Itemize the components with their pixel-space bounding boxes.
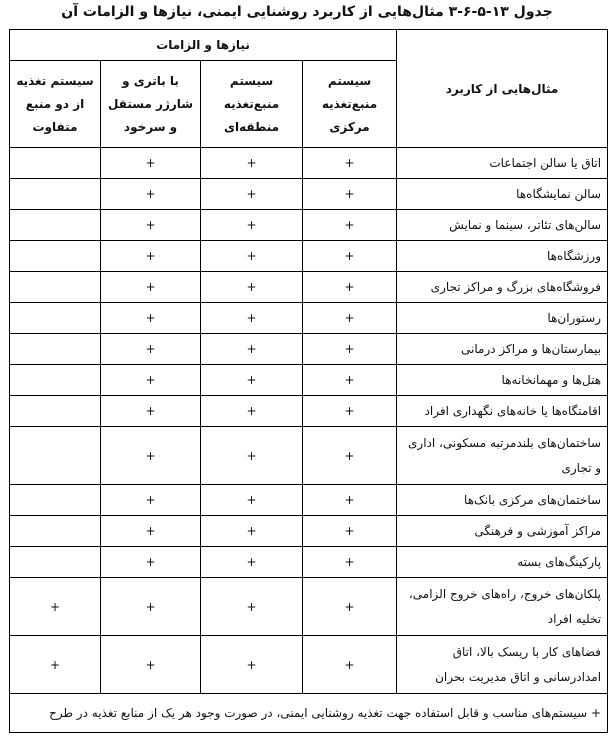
requirement-mark-cell: + — [303, 334, 397, 365]
requirement-mark-cell: + — [101, 334, 201, 365]
requirement-mark-cell: + — [303, 241, 397, 272]
requirement-mark-cell: + — [303, 427, 397, 485]
use-case-cell: فروشگاه‌های بزرگ و مراکز تجاری — [397, 272, 608, 303]
table-row — [10, 365, 608, 396]
requirement-mark-cell: + — [303, 272, 397, 303]
requirement-mark-cell: + — [10, 578, 101, 636]
requirement-mark-cell — [10, 485, 101, 516]
use-case-cell: بیمارستان‌ها و مراکز درمانی — [397, 334, 608, 365]
table-row — [10, 179, 608, 210]
requirement-mark-cell: + — [303, 210, 397, 241]
requirement-mark-cell — [10, 547, 101, 578]
requirement-mark-cell: + — [201, 516, 303, 547]
use-column-header: مثال‌هایی از کاربرد — [397, 30, 608, 148]
use-case-cell: اتاق یا سالن اجتماعات — [397, 148, 608, 179]
requirement-mark-cell: + — [201, 578, 303, 636]
use-case-cell: ساختمان‌های بلندمرتبه مسکونی، اداری و تجاری — [397, 427, 608, 485]
requirement-mark-cell: + — [10, 636, 101, 694]
table-row — [10, 272, 608, 303]
table-row — [10, 636, 608, 694]
requirement-mark-cell: + — [303, 148, 397, 179]
requirement-mark-cell — [10, 396, 101, 427]
requirement-mark-cell: + — [101, 547, 201, 578]
requirement-mark-cell: + — [101, 210, 201, 241]
table-row — [10, 241, 608, 272]
table-row — [10, 148, 608, 179]
requirement-mark-cell: + — [201, 303, 303, 334]
requirement-mark-cell: + — [303, 636, 397, 694]
requirement-mark-cell: + — [201, 241, 303, 272]
requirement-mark-cell: + — [101, 578, 201, 636]
requirement-mark-cell: + — [201, 365, 303, 396]
use-case-cell: مراکز آموزشی و فرهنگی — [397, 516, 608, 547]
use-case-cell: ورزشگاه‌ها — [397, 241, 608, 272]
requirement-mark-cell: + — [201, 427, 303, 485]
requirement-mark-cell: + — [303, 485, 397, 516]
requirement-mark-cell: + — [101, 365, 201, 396]
requirement-mark-cell: + — [201, 179, 303, 210]
requirement-mark-cell — [10, 334, 101, 365]
requirement-mark-cell: + — [303, 365, 397, 396]
use-case-cell: رستوران‌ها — [397, 303, 608, 334]
requirement-mark-cell: + — [201, 485, 303, 516]
table-row — [10, 303, 608, 334]
use-case-cell: ساختمان‌های مرکزی بانک‌ها — [397, 485, 608, 516]
requirement-mark-cell: + — [201, 396, 303, 427]
requirement-mark-cell: + — [101, 241, 201, 272]
requirement-mark-cell: + — [101, 427, 201, 485]
table-row — [10, 210, 608, 241]
requirement-mark-cell: + — [101, 636, 201, 694]
requirement-mark-cell: + — [201, 148, 303, 179]
use-case-cell: هتل‌ها و مهمانخانه‌ها — [397, 365, 608, 396]
use-case-cell: اقامتگاه‌ها یا خانه‌های نگهداری افراد — [397, 396, 608, 427]
column-header-dual-source: سیستم تغذیه از دو منبع متفاوت — [10, 61, 101, 148]
requirement-mark-cell — [10, 427, 101, 485]
use-case-cell: پارکینگ‌های بسته — [397, 547, 608, 578]
requirement-mark-cell: + — [101, 179, 201, 210]
requirement-mark-cell: + — [101, 303, 201, 334]
requirement-mark-cell: + — [303, 179, 397, 210]
requirement-mark-cell — [10, 148, 101, 179]
requirement-mark-cell: + — [303, 578, 397, 636]
requirement-mark-cell: + — [201, 334, 303, 365]
table-row — [10, 485, 608, 516]
requirement-mark-cell — [10, 516, 101, 547]
requirement-mark-cell: + — [201, 636, 303, 694]
requirement-mark-cell: + — [303, 396, 397, 427]
requirement-mark-cell — [10, 303, 101, 334]
requirement-mark-cell — [10, 272, 101, 303]
use-case-cell: سالن نمایشگاه‌ها — [397, 179, 608, 210]
column-header-central: سیستم منبع‌تغذیه مرکزی — [303, 61, 397, 148]
requirement-mark-cell: + — [101, 272, 201, 303]
table-row — [10, 334, 608, 365]
requirement-mark-cell: + — [101, 485, 201, 516]
table-row — [10, 427, 608, 485]
table-row — [10, 396, 608, 427]
table-row — [10, 547, 608, 578]
requirement-mark-cell — [10, 210, 101, 241]
column-header-regional: سیستم منبع‌تغذیه منطقه‌ای — [201, 61, 303, 148]
requirement-mark-cell — [10, 241, 101, 272]
use-case-cell: فضاهای کار با ریسک بالا، اتاق امدادرسانی و اتاق مدیریت بحران — [397, 636, 608, 694]
requirement-mark-cell: + — [201, 272, 303, 303]
table-caption: جدول ۱۳-۵-۶-۳ مثال‌هایی از کاربرد روشنایی ایمنی، نیازها و الزامات آن — [61, 4, 553, 20]
requirement-mark-cell — [10, 179, 101, 210]
requirements-group-header: نیازها و الزامات — [10, 30, 397, 61]
requirement-mark-cell: + — [303, 303, 397, 334]
column-header-battery: با باتری و شارژر مستقل و سرخود — [101, 61, 201, 148]
table-row — [10, 516, 608, 547]
requirement-mark-cell — [10, 365, 101, 396]
use-case-cell: سالن‌های تئاتر، سینما و نمایش — [397, 210, 608, 241]
requirement-mark-cell: + — [303, 516, 397, 547]
table-row — [10, 578, 608, 636]
requirements-table — [9, 29, 608, 733]
requirement-mark-cell: + — [201, 210, 303, 241]
use-case-cell: پلکان‌های خروج، راه‌های خروج الزامی، تخلیه افراد — [397, 578, 608, 636]
requirement-mark-cell: + — [201, 547, 303, 578]
requirement-mark-cell: + — [303, 547, 397, 578]
table-footnote: + سیستم‌های مناسب و قابل استفاده جهت تغذیه روشنایی ایمنی، در صورت وجود هر یک از منابع تغذیه در طرح — [10, 694, 608, 733]
requirement-mark-cell: + — [101, 516, 201, 547]
requirement-mark-cell: + — [101, 148, 201, 179]
requirement-mark-cell: + — [101, 396, 201, 427]
